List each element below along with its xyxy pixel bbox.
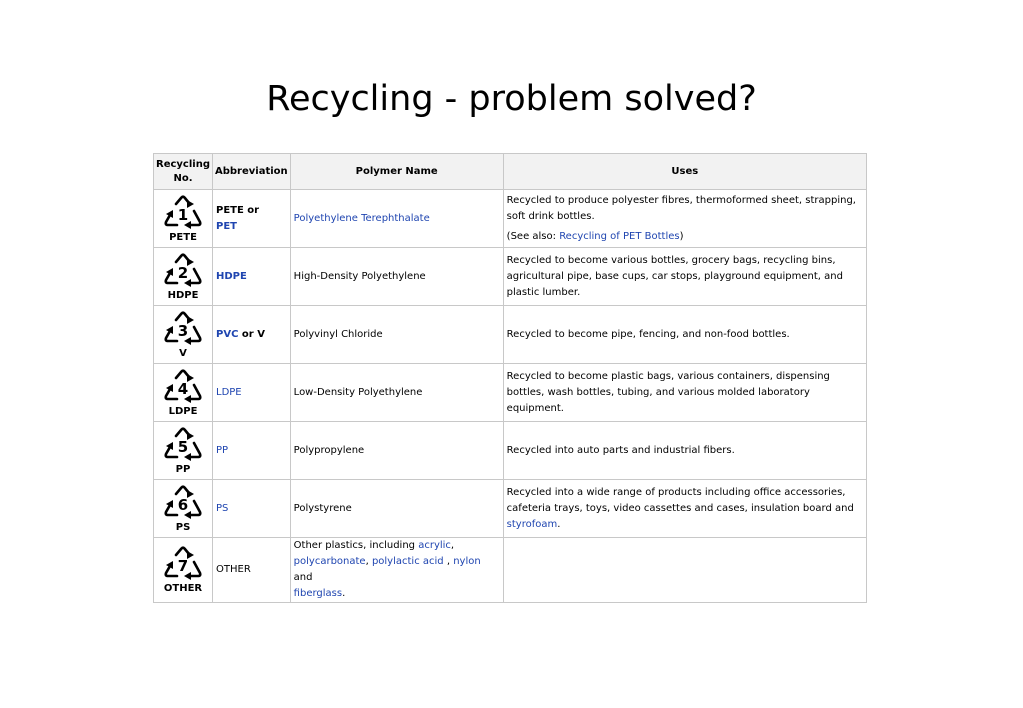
recycling-triangle-icon <box>161 369 205 405</box>
recycling-symbol <box>154 369 212 417</box>
polymer-name-cell: Other plastics, including acrylic, polycarbonate, polylactic acid , nylon and fiberglass. <box>290 538 503 603</box>
recycling-symbol <box>154 546 212 594</box>
styrofoam-link[interactable]: styrofoam <box>506 518 558 530</box>
recycling-codes-table <box>153 153 867 603</box>
abbreviation-cell <box>213 364 291 422</box>
resin-code-label: LDPE <box>168 405 198 417</box>
hdpe-link[interactable]: HDPE <box>216 270 247 282</box>
resin-code-label: PETE <box>169 231 197 243</box>
uses-cell: Recycled into a wide range of products including office accessories, cafeteria trays, toys, video cassettes and cases, insulation board and styrofoam. <box>503 480 866 538</box>
nylon-link[interactable]: nylon <box>453 556 481 567</box>
resin-code-label: PP <box>175 463 191 475</box>
svg-text:6: 6 <box>177 495 189 514</box>
slide-title: Recycling - problem solved? <box>266 79 757 119</box>
svg-text:2: 2 <box>177 263 189 282</box>
svg-text:1: 1 <box>177 205 189 224</box>
svg-text:3: 3 <box>177 321 189 340</box>
svg-text:7: 7 <box>177 557 189 575</box>
recycling-symbol-cell <box>154 364 213 422</box>
abbreviation-cell <box>213 248 291 306</box>
header-polymer-name: Polymer Name <box>290 154 503 190</box>
recycling-symbol <box>154 311 212 359</box>
recycling-symbol-cell <box>154 190 213 248</box>
recycling-triangle-icon <box>161 253 205 289</box>
header-recycling-number: Recycling No. <box>154 154 213 190</box>
recycling-of-pet-bottles-link[interactable]: Recycling of PET Bottles <box>559 230 680 242</box>
ps-link[interactable]: PS <box>216 502 229 514</box>
table-row <box>154 364 867 422</box>
svg-text:5: 5 <box>177 437 189 456</box>
recycling-triangle-icon <box>161 311 205 347</box>
uses-cell: Recycled into auto parts and industrial fibers. <box>503 422 866 480</box>
recycling-symbol-cell <box>154 306 213 364</box>
recycling-triangle-icon <box>161 195 205 231</box>
table-row <box>154 248 867 306</box>
uses-cell <box>503 538 866 603</box>
recycling-symbol-cell <box>154 422 213 480</box>
recycling-symbol <box>154 195 212 243</box>
recycling-triangle-icon <box>161 546 205 582</box>
header-abbreviation: Abbreviation <box>213 154 291 190</box>
abbreviation-cell <box>213 480 291 538</box>
recycling-symbol-cell <box>154 538 213 603</box>
polymer-name-cell <box>290 190 503 248</box>
polymer-name-cell: Low-Density Polyethylene <box>290 364 503 422</box>
ldpe-link[interactable]: LDPE <box>216 386 242 398</box>
resin-code-label: PS <box>175 521 191 533</box>
abbreviation-cell: PVC or V <box>213 306 291 364</box>
recycling-symbol-cell <box>154 480 213 538</box>
uses-cell: Recycled to produce polyester fibres, thermoformed sheet, strapping, soft drink bottles. (See also: Recycling of PET Bottles) <box>503 190 866 248</box>
table-row <box>154 538 867 603</box>
abbreviation-cell <box>213 422 291 480</box>
recycling-symbol-cell <box>154 248 213 306</box>
fiberglass-link[interactable]: fiberglass <box>293 588 343 599</box>
header-uses: Uses <box>503 154 866 190</box>
uses-cell: Recycled to become various bottles, grocery bags, recycling bins, agricultural pipe, base cups, car stops, playground equipment, and plastic lumber. <box>503 248 866 306</box>
polyethylene-terephthalate-link[interactable]: Polyethylene Terephthalate <box>293 212 430 224</box>
recycling-triangle-icon <box>161 485 205 521</box>
pvc-link[interactable]: PVC <box>216 328 239 340</box>
polymer-name-cell: Polypropylene <box>290 422 503 480</box>
polymer-name-cell: Polyvinyl Chloride <box>290 306 503 364</box>
table-header-row <box>154 154 867 190</box>
recycling-symbol <box>154 427 212 475</box>
polymer-name-cell: High-Density Polyethylene <box>290 248 503 306</box>
see-also-note: (See also: Recycling of PET Bottles) <box>506 230 684 242</box>
acrylic-link[interactable]: acrylic <box>418 540 451 551</box>
table-row <box>154 190 867 248</box>
polylactic-acid-link[interactable]: polylactic acid <box>371 556 444 567</box>
uses-cell: Recycled to become pipe, fencing, and non-food bottles. <box>503 306 866 364</box>
table-row <box>154 422 867 480</box>
resin-code-label: HDPE <box>167 289 199 301</box>
abbreviation-cell: PETE or PET <box>213 190 291 248</box>
recycling-triangle-icon <box>161 427 205 463</box>
resin-code-label: OTHER <box>163 583 203 594</box>
table-row <box>154 306 867 364</box>
pp-link[interactable]: PP <box>216 444 229 456</box>
polycarbonate-link[interactable]: polycarbonate <box>293 556 366 567</box>
table-row <box>154 480 867 538</box>
uses-cell: Recycled to become plastic bags, various containers, dispensing bottles, wash bottles, tubing, and various molded laboratory equipment. <box>503 364 866 422</box>
recycling-symbol <box>154 485 212 533</box>
svg-text:4: 4 <box>177 379 189 398</box>
resin-code-label: V <box>179 347 187 359</box>
abbreviation-cell: OTHER <box>213 538 291 603</box>
pet-link[interactable]: PET <box>216 220 237 232</box>
recycling-symbol <box>154 253 212 301</box>
polymer-name-cell: Polystyrene <box>290 480 503 538</box>
